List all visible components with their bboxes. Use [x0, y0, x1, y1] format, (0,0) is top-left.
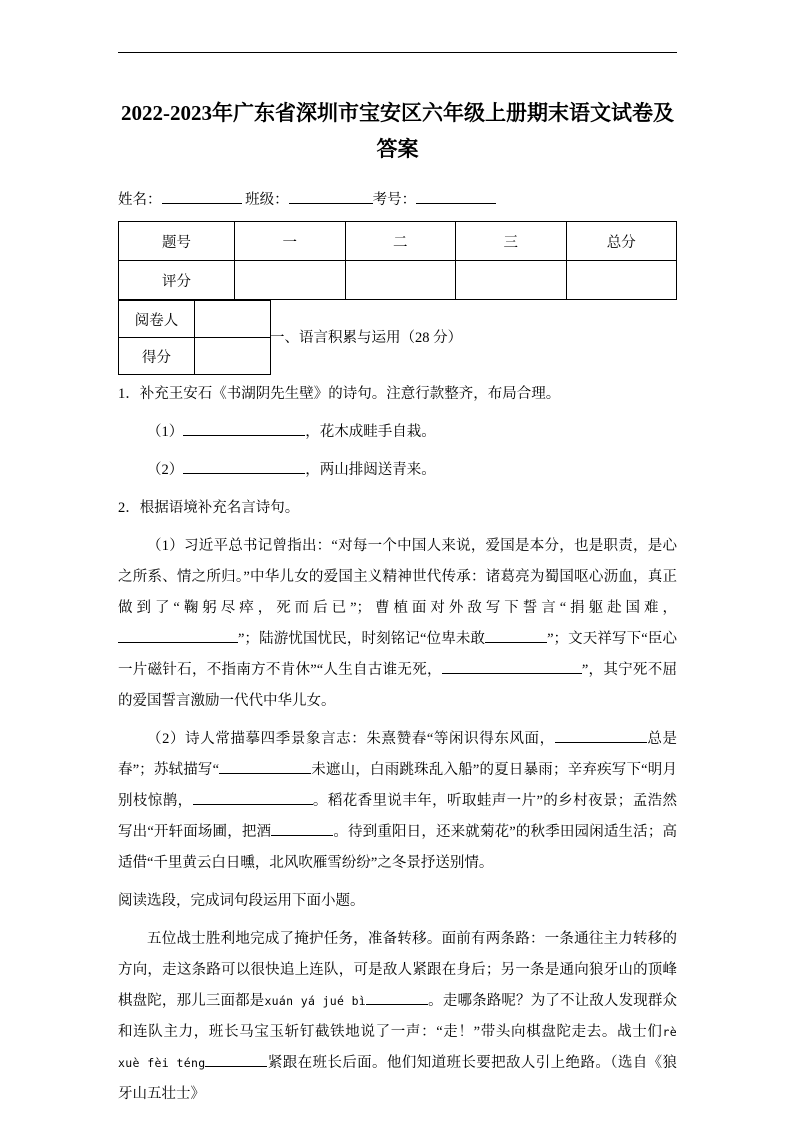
- question-2-part-2-blank-4[interactable]: [271, 835, 333, 836]
- question-1-item-2-blank[interactable]: [183, 473, 305, 474]
- table-row-scores: [119, 261, 677, 300]
- question-1-stem: 1．补充王安石《书湖阴先生壁》的诗句。注意行款整齐，布局合理。: [118, 386, 561, 402]
- question-2-part-2-seg-2: 总是春”；苏轼描写“: [118, 731, 678, 778]
- marker-table: [118, 300, 271, 375]
- table-row-marker: [119, 301, 271, 338]
- table-row-points: [119, 338, 271, 375]
- marker-box-area: [118, 300, 677, 372]
- question-2-part-2-seg-3: 未遮山，白雨跳珠乱入船”的夏日暴雨；辛弃疾写下“明月别枝惊鹊，: [118, 762, 677, 809]
- question-2-part-1-seg-4: ”，其宁死不屈的爱国誓言激励一代代中华儿女。: [118, 662, 678, 709]
- question-2-stem: 2．根据语境补充名言诗句。: [118, 500, 300, 516]
- score-cell-0[interactable]: [235, 261, 346, 300]
- question-2-part-1-blank-2[interactable]: [485, 642, 547, 643]
- score-cell-1[interactable]: [345, 261, 456, 300]
- page-content: [118, 95, 677, 1110]
- header-rule: [118, 52, 677, 53]
- page-title: 2022-2023年广东省深圳市宝安区六年级上册期末语文试卷及答案: [121, 101, 674, 161]
- question-1-item-1-text: ，花木成畦手自栽。: [305, 424, 436, 440]
- name-input-blank[interactable]: [162, 203, 242, 204]
- passage-blank-2[interactable]: [205, 1066, 267, 1067]
- table-row-question-numbers: [119, 222, 677, 261]
- question-2-part-1-seg-2: ”；陆游忧国忧民，时刻铭记“位卑未敢: [238, 631, 486, 647]
- question-2-part-2-seg-4: 。稻花香里说丰年，听取蛙声一片”的乡村夜景；孟浩然写出“开轩面场圃，把酒: [118, 793, 678, 840]
- score-cell-2[interactable]: [456, 261, 567, 300]
- class-input-blank[interactable]: [289, 203, 373, 204]
- question-1-item-2-number: （2）: [147, 462, 184, 478]
- question-2-part-2-blank-1[interactable]: [555, 742, 647, 743]
- question-1-item-2-text: ，两山排闼送青来。: [305, 462, 436, 478]
- question-2-part-1-seg-1: （1）习近平总书记曾指出：“对每一个中国人来说，爱国是本分，也是职责，是心之所系、情之所归。”中华儿女的爱国主义精神世代传承：诸葛亮为蜀国呕心沥血，真正做到了“鞠躬尽瘁，死而后已”；曹植面对外敌写下誓言“捐躯赴国难，: [118, 538, 677, 616]
- score-table-row-label-1: 评分: [119, 261, 235, 300]
- section-heading: 一、语言积累与运用（28 分）: [270, 330, 463, 346]
- score-cell-3[interactable]: [566, 261, 677, 300]
- passage-pinyin-1: xuán yá jué bì: [264, 994, 367, 1008]
- passage-seg-1: 五位战士胜利地完成了掩护任务，准备转移。面前有两条路：一条通往主力转移的方向，走这条路可以很快追上连队，可是敌人紧跟在身后；另一条是通向狼牙山的顶峰棋盘陀，那儿三面都是: [118, 931, 677, 1009]
- identity-line: [118, 185, 677, 215]
- score-table-column-3: 总分: [566, 222, 677, 261]
- question-2-part-2-blank-2[interactable]: [219, 773, 311, 774]
- score-table: [118, 221, 677, 300]
- score-table-row-label-0: 题号: [119, 222, 235, 261]
- points-label: 得分: [119, 338, 195, 375]
- score-table-column-0: 一: [235, 222, 346, 261]
- passage-pinyin-2: rè xuè fèi téng: [118, 1025, 677, 1070]
- exam-no-label: 考号：: [372, 192, 417, 208]
- question-1-item-1-number: （1）: [147, 424, 184, 440]
- question-1-item-1: [118, 417, 677, 448]
- question-2-part-2-seg-5: 。待到重阳日，还来就菊花”的秋季田园闲适生活；高适借“千里黄云白日曛，北风吹雁雪纷纷”之冬景抒送别情。: [118, 824, 677, 871]
- passage-blank-1[interactable]: [366, 1004, 428, 1005]
- question-2-part-1: [118, 531, 677, 717]
- name-label: 姓名：: [118, 192, 162, 208]
- question-1-item-2: [118, 455, 677, 486]
- score-table-column-1: 二: [345, 222, 456, 261]
- question-2-part-2: [118, 724, 677, 879]
- points-value[interactable]: [195, 338, 271, 375]
- question-1-item-1-blank[interactable]: [183, 435, 305, 436]
- marker-label: 阅卷人: [119, 301, 195, 338]
- question-2-part-2-seg-1: （2）诗人常描摹四季景象言志：朱熹赞春“等闲识得东风面，: [147, 731, 555, 747]
- reading-intro: 阅读选段，完成词句段运用下面小题。: [118, 893, 365, 909]
- question-2-part-1-blank-1[interactable]: [118, 642, 238, 643]
- question-2-part-2-blank-3[interactable]: [193, 804, 313, 805]
- question-2-part-1-blank-3[interactable]: [442, 673, 582, 674]
- exam-no-input-blank[interactable]: [416, 203, 496, 204]
- passage-seg-3: 紧跟在班长后面。他们知道班长要把敌人引上绝路。（选自《狼牙山五壮士》: [118, 1055, 678, 1102]
- class-label: 班级：: [245, 192, 289, 208]
- passage-seg-2: 。走哪条路呢？为了不让敌人发现群众和连队主力，班长马宝玉斩钉截铁地说了一声：“走！”带头向棋盘陀走去。战士们: [118, 993, 678, 1040]
- score-table-column-2: 三: [456, 222, 567, 261]
- reading-passage: [118, 924, 677, 1110]
- marker-value[interactable]: [195, 301, 271, 338]
- question-2-part-1-seg-3: ”；文天祥写下“臣心一片磁针石，不指南方不肯休”“人生自古谁无死，: [118, 631, 678, 678]
